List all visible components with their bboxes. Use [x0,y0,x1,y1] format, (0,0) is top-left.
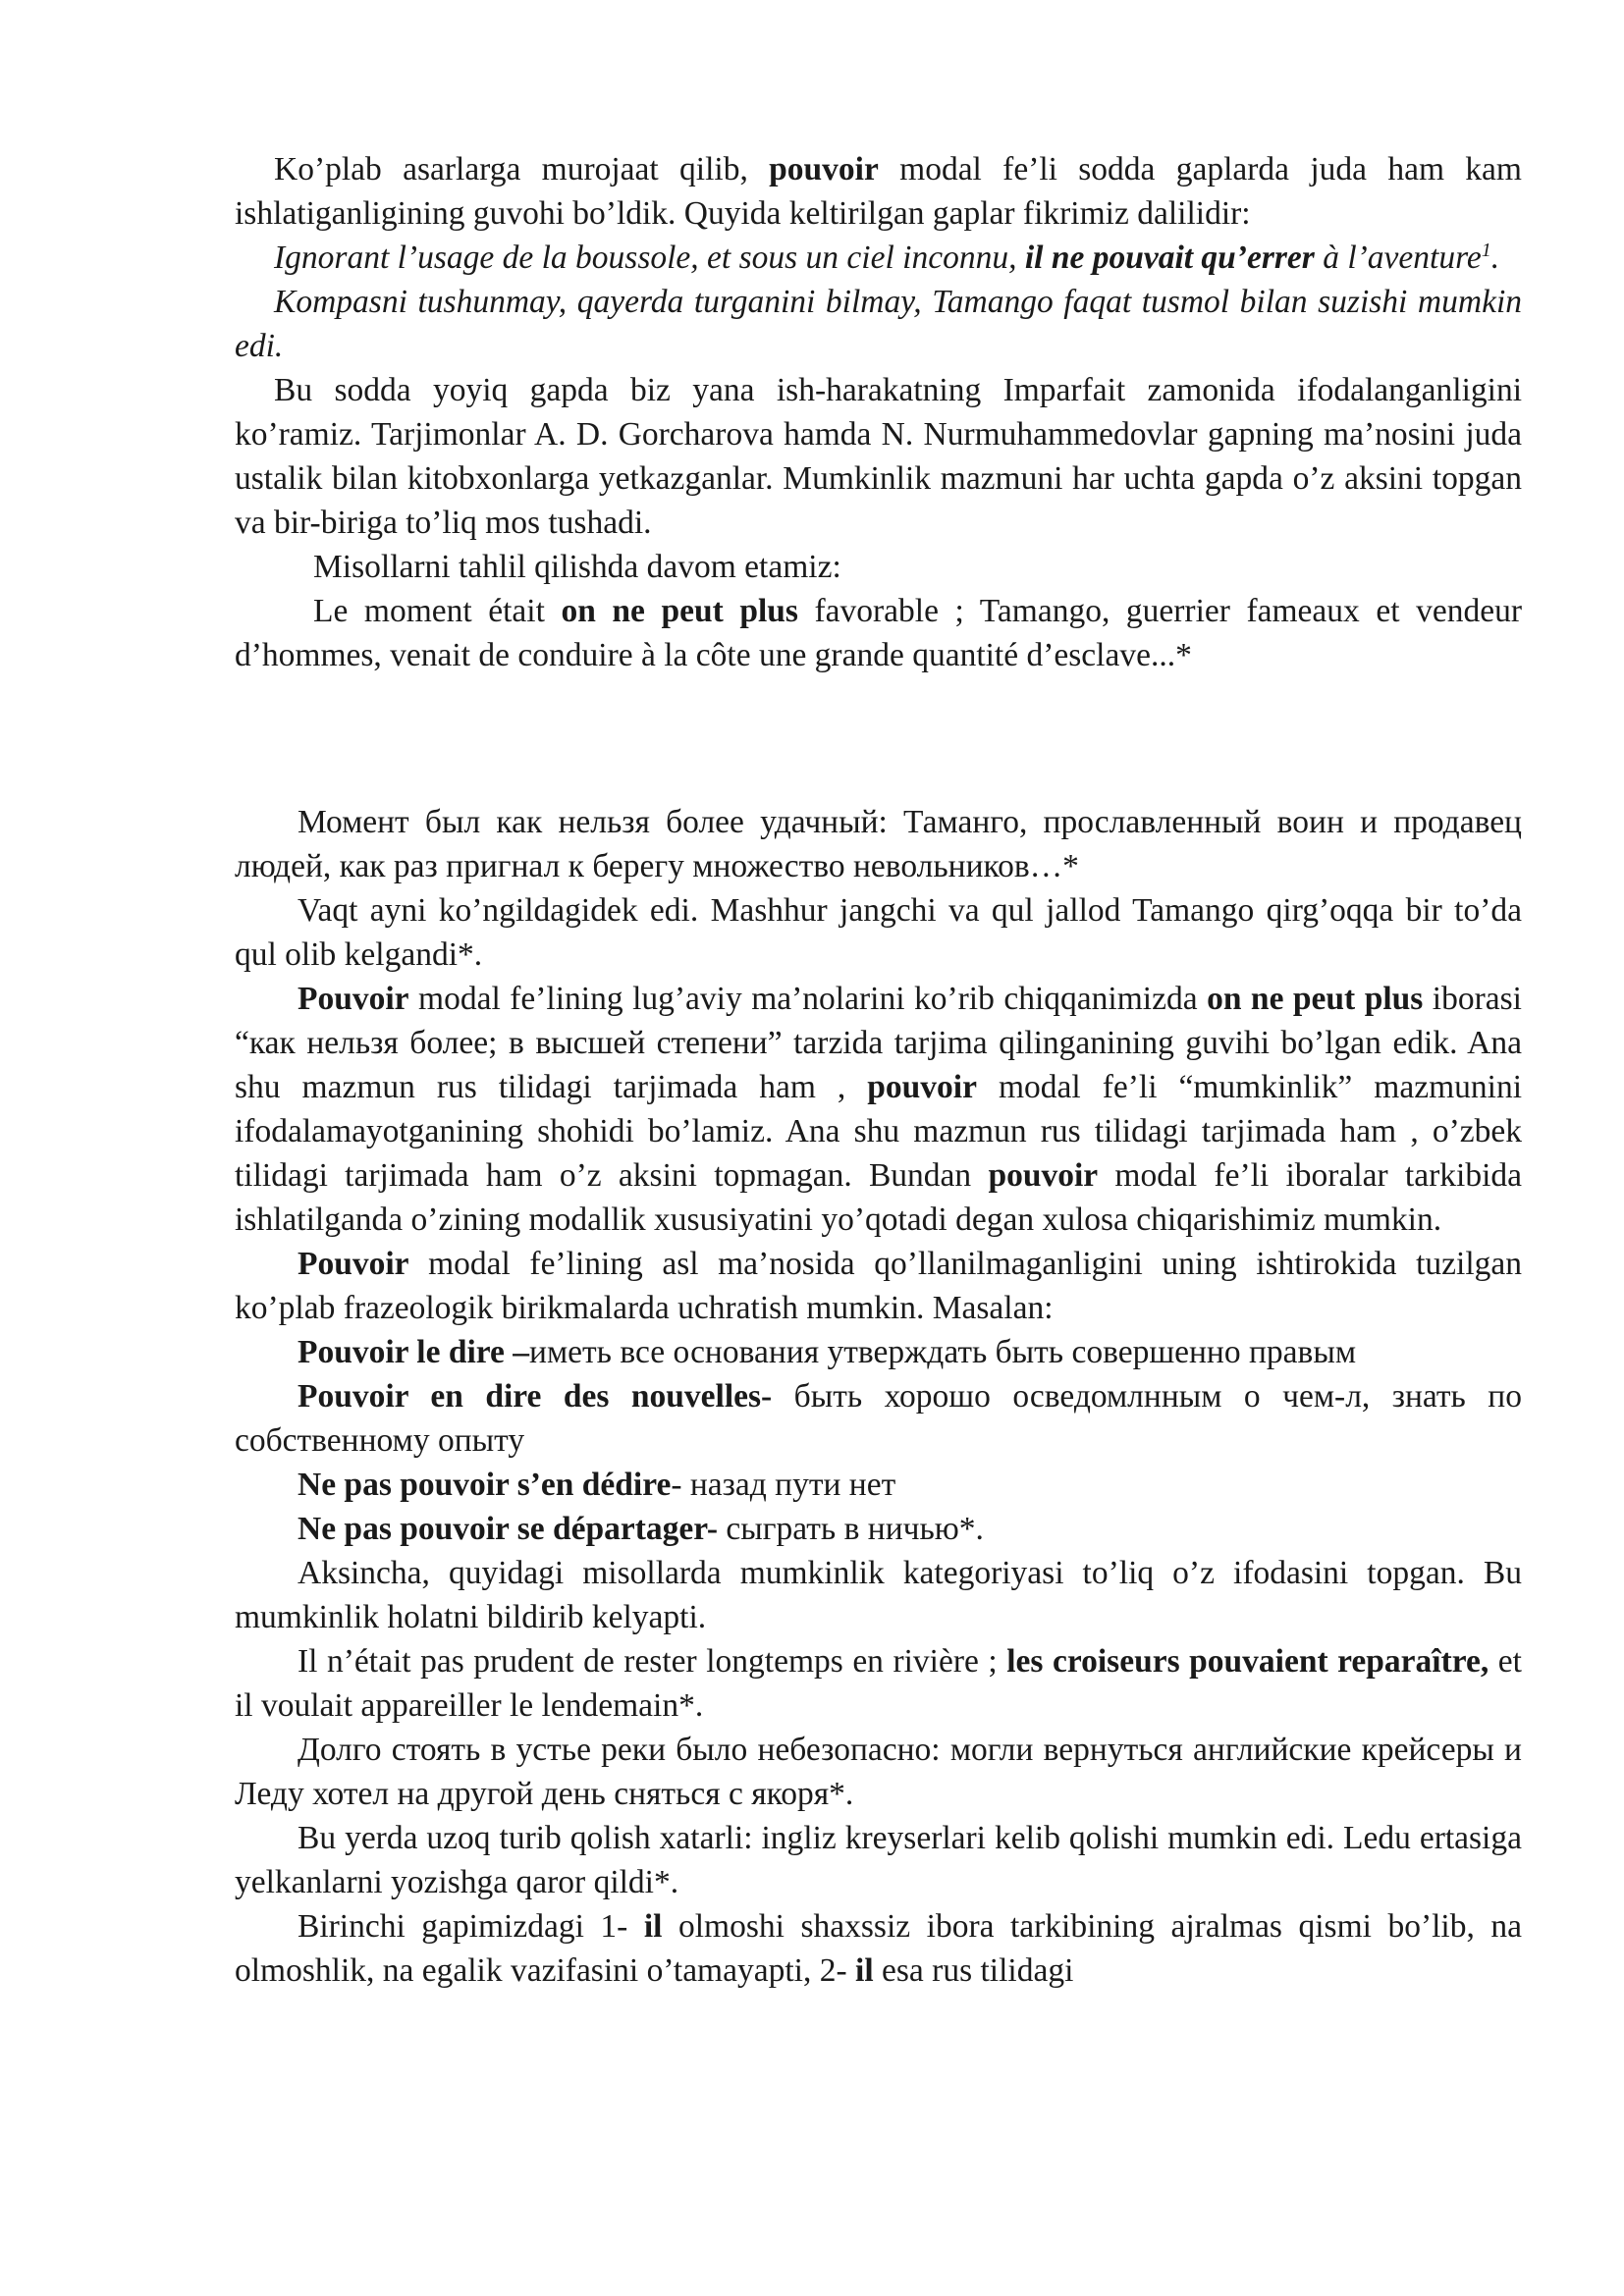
paragraph-p15 [235,1551,1522,1639]
paragraph-p12 [235,1374,1522,1463]
bold-term: les croiseurs pouvaient reparaître, [1006,1643,1489,1680]
text-run: Vaqt ayni ko’ngildagidek edi. Mashhur jangchi va qul jallod Tamango qirg’oqqa bir to’da qul olib kelgandi*. [235,892,1522,973]
bold-term: il [855,1952,874,1989]
paragraph-p1 [235,147,1522,236]
text-run: Bu sodda yoyiq gapda biz yana ish-harakatning Imparfait zamonida ifodalanganligini ko’ramiz. Tarjimonlar A. D. Gorcharova hamda N. Nurmuhammedovlar gapning ma’nosini juda ustalik bilan kitobxonlarga yetkazganlar. Mumkinlik mazmuni har uchta gapda o’z aksini topgan va bir-biriga to’liq mos tushadi. [235,372,1522,541]
bold-term: on ne peut plus [561,593,798,629]
text-run: modal fe’li “mumkinlik” mazmunini ifodalamayotganining shohidi bo’lamiz. Ana shu mazmun rus tilidagi tarjimada ham , o’zbek tilidagi tarjimada ham o’z aksini topmagan. Bundan [235,1069,1522,1194]
bold-term: Pouvoir [298,981,409,1017]
paragraph-p18 [235,1816,1522,1904]
text-run: à l’aventure [1314,240,1482,276]
text-run: favorable ; Tamango, guerrier fameaux et vendeur d’hommes, venait de conduire à la côte une grande quantité d’esclave...* [235,593,1522,673]
paragraph-p9 [235,977,1522,1242]
text-run: Ko’plab asarlarga murojaat qilib, [274,151,770,187]
text-run: Ignorant l’usage de la boussole, et sous un ciel inconnu, [274,240,1025,276]
paragraph-p17 [235,1728,1522,1816]
paragraph-p7 [235,800,1522,888]
text-run: - назад пути нет [671,1467,896,1503]
text-run: esa rus tilidagi [873,1952,1074,1989]
text-run: Kompasni tushunmay, qayerda turganini bilmay, Tamango faqat tusmol bilan suzishi mumkin edi. [235,284,1522,364]
text-run: иметь все основания утверждать быть совершенно правым [529,1334,1357,1370]
paragraph-p2 [235,236,1522,280]
bold-term: Pouvoir [298,1246,409,1282]
document-page [235,147,1522,1993]
text-run: . [1490,240,1500,276]
text-run: Bu yerda uzoq turib qolish xatarli: ingliz kreyserlari kelib qolishi mumkin edi. Ledu ertasiga yelkanlarni yozishga qaror qildi*. [235,1820,1522,1900]
text-run: modal fe’li sodda gaplarda juda ham kam ishlatiganligining guvohi bo’ldik. Quyida keltirilgan gaplar fikrimiz dalilidir: [235,151,1522,232]
paragraph-p16 [235,1639,1522,1728]
bold-term: il [643,1908,663,1945]
text-run: сыграть в ничью*. [718,1511,984,1547]
text-run: et il voulait appareiller le lendemain*. [235,1643,1522,1724]
text-run: olmoshi shaxssiz ibora tarkibining ajralmas qismi bo’lib, na olmoshlik, na egalik vazifasini o’tamayapti, 2- [235,1908,1522,1989]
paragraph-p5 [235,545,1522,589]
text-run: modal fe’lining lug’aviy ma’nolarini ko’rib chiqqanimizda [408,981,1208,1017]
paragraph-p19 [235,1904,1522,1993]
paragraph-gap [235,677,1522,800]
text-run: Il n’était pas prudent de rester longtemps en rivière ; [298,1643,1007,1680]
text-run: Birinchi gapimizdagi 1- [298,1908,644,1945]
bold-term: pouvoir [867,1069,977,1105]
text-run: iborasi “как нельзя более; в высшей степени” tarzida tarjima qilinganining guvihi bo’lgan edik. Ana shu mazmun rus tilidagi tarjimada ham , [235,981,1522,1105]
paragraph-p3 [235,280,1522,368]
text-run: Le moment était [313,593,562,629]
text-run: Момент был как нельзя более удачный: Таманго, прославленный воин и продавец людей, как раз пригнал к берегу множество невольников…* [235,804,1522,884]
paragraph-p4 [235,368,1522,545]
footnote-marker: 1 [1481,239,1491,261]
paragraph-p6 [235,589,1522,677]
bold-term: pouvoir [769,151,879,187]
text-run: Долго стоять в устье реки было небезопасно: могли вернуться английские крейсеры и Леду хотел на другой день сняться с якоря*. [235,1732,1522,1812]
text-run: modal fe’li iboralar tarkibida ishlatilganda o’zining modallik xususiyatini yo’qotadi degan xulosa chiqarishimiz mumkin. [235,1157,1522,1238]
paragraph-p8 [235,888,1522,977]
text-run: modal fe’lining asl ma’nosida qo’llanilmaganligini uning ishtirokida tuzilgan ko’plab frazeologik birikmalarda uchratish mumkin. Masalan: [235,1246,1522,1326]
bold-term: Ne pas pouvoir s’en dédire [298,1467,672,1503]
bold-term: Pouvoir en dire des nouvelles- [298,1378,773,1415]
bold-term: Ne pas pouvoir se départager- [298,1511,719,1547]
paragraph-p11 [235,1330,1522,1374]
paragraph-p13 [235,1463,1522,1507]
bold-term: Pouvoir le dire – [298,1334,530,1370]
text-run: быть хорошо осведомлнным о чем-л, знать по собственному опыту [235,1378,1522,1459]
text-run: Aksincha, quyidagi misollarda mumkinlik kategoriyasi to’liq o’z ifodasini topgan. Bu mumkinlik holatni bildirib kelyapti. [235,1555,1522,1635]
paragraph-p10 [235,1242,1522,1330]
paragraph-p14 [235,1507,1522,1551]
bold-term: il ne pouvait qu’errer [1024,240,1315,276]
bold-term: on ne peut plus [1207,981,1424,1017]
bold-term: pouvoir [988,1157,1099,1194]
text-run: Misollarni tahlil qilishda davom etamiz: [313,549,841,585]
